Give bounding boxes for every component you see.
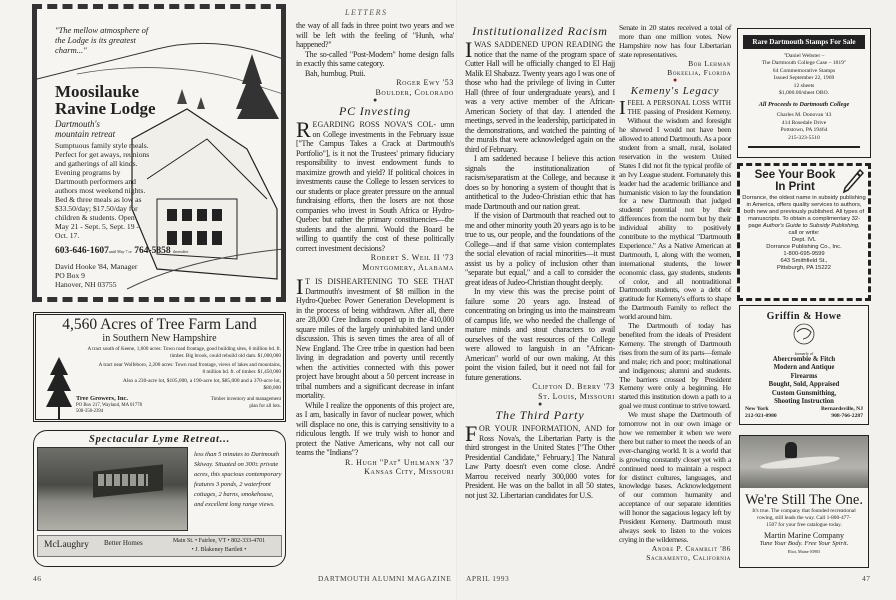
letters-column-3 xyxy=(619,24,731,563)
marine-company: Martin Marine Company xyxy=(764,531,844,540)
lodge-quote: "The mellow atmosphere of the Lodge is its greatest charm..." xyxy=(55,25,149,55)
tree-farm-title: 4,560 Acres of Tree Farm Land xyxy=(62,316,257,333)
lodge-title: Moosilauke Ravine Lodge xyxy=(55,82,156,118)
letters-column-1 xyxy=(296,21,454,477)
rowing-photo xyxy=(740,436,868,488)
tree-growers-contact: Tree Growers, Inc. PO Box 217, Wayland, MA 01778 508-358-2394 xyxy=(76,395,143,414)
see-your-book-in-print-ad xyxy=(737,163,871,301)
letters-column-2 xyxy=(465,24,615,500)
moosilauke-lodge-ad xyxy=(32,4,286,302)
page-number-47: 47 xyxy=(862,574,871,583)
issue-date-footer: APRIL 1993 xyxy=(466,574,510,583)
book-ad-body: Dorrance, the oldest name in subsidy publishing in America, offers quality services to authors, both new and previously published. All types of manuscripts. To obtain a complimentary 32-page Author's Guide to Subsidy Publishing, xyxy=(742,195,866,229)
marine-body: It's true. The company that founded recreational rowing, still leads the way. Call 1-800-477-1507 for your free catalogue today. xyxy=(752,508,856,528)
letter-paragraph: In my view this was the precise point of failure some 20 years ago. Instead of concentrating on bringing us into the mainstream of campus life, we who needed the challenge of mature minds and stout characters to avail ourselves of the vast resources of the College were allowed to languish in an "African-American" world of our own making. At this point the vision failed, but it need not fail for future generations. xyxy=(465,287,615,382)
heading-institutionalized-racism: Institutionalized Racism xyxy=(472,24,608,38)
letter-paragraph: REGARDING ROSS NOVA'S COL- umn on College investments in the February issue ["The Campus Takes a Crack at Dartmouth's Portfolio"], is it not the Trustees' primary fiduciary responsibility to invest endowment funds to maximize growth and yield? If political choices in investments cause the College to lessen services to our students or place greater pressure on the annual fundraising efforts, then the losers are not those companies who invest in South Africa or Hydro-Quebec but rather the primary constituencies—the students and the alumni. Would the Board be willing to quantify the cost of these politically correct investment decisions? xyxy=(296,117,454,253)
letter-paragraph: The so-called "Post-Modern" home design falls in exactly this same category. xyxy=(296,49,454,68)
lyme-description: less than 5 minutes to Dartmouth Skiway. Situated on 300± private acres, this spacious contemporary features 3 ponds, 2 waterfront cottages, 2 barns, smokehouse, and excellent long range views. xyxy=(194,451,282,508)
letter-paragraph: Bah, humbug. Ptuii. xyxy=(305,68,366,78)
letter-paragraph: IWAS SADDENED UPON READING the notice that the name of the program space of Cutter Hall will be officially changed to El Hajj Malik El Shabazz. Twenty years ago I was one of those who had the privilege of living in Cutter Hall (three of four undergraduate years), and I was a very active member of the African-American Society of that day. I attended the meetings, served in the leadership, participated in the demonstrations, and watched the painting of the murals that were acknowledged again on the third of February. xyxy=(465,37,615,154)
signature-robert-weil: Robert S. Weil II '73 Montgomery, Alabama xyxy=(362,253,454,272)
signature-bob-lehman: Bob Lehman Bokeelia, Florida xyxy=(667,58,731,77)
griffin-formerly: formerly of xyxy=(794,351,814,356)
stamps-proceeds: All Proceeds to Dartmouth College xyxy=(758,101,850,109)
signature-roger-ewy: Roger Ewy '53 Boulder, Colorado xyxy=(375,78,454,97)
letter-paragraph: The Dartmouth of today has benefited from the ideals of President Kemeny. The strength of Dartmouth rises from the sum of its parts—female and male; rich and poor; multinational and indigenous; alumni and students. The barriers crossed by President Kemeny were only a beginning. He started this institution down a path to a goal we must continue to strive toward. xyxy=(619,321,731,411)
marine-location: Eliot, Maine 03903 xyxy=(787,549,821,554)
book-ad-contact: call or write: Dept. IVL Dorrance Publishing Co., Inc. 1-800-695-9599 643 Smithfield St., Pittsburgh, PA 15222 xyxy=(766,230,842,271)
marine-tagline: Tune Your Body. Free Your Spirit. xyxy=(759,540,849,547)
signature-hugh-uhlmann: R. Hugh "Pat" Uhlmann '37 Kansas City, Missouri xyxy=(345,457,454,476)
letter-paragraph: If the vision of Dartmouth that reached out to me and other minority youth 20 years ago is to be true to us, our people, and the foundations of the College—and if that same vision contemplates the social elevation of racial minorities—it must assist us by a policy of inclusion other than "separate but equal," and a call to consider the great ideas of Judeo-Christian thought deeply. xyxy=(465,211,615,287)
tract-lots: Also a 230-acre lot, $105,000, a 190-acre lot, $85,000 and a 370-acre lot, $80,000 xyxy=(122,378,281,391)
ornament: ● xyxy=(673,76,677,85)
tree-farm-note: Timber inventory and management plan for all lots. xyxy=(210,397,281,409)
letter-paragraph: the way of all fads in three point two years and we will be left with the feeling of "Hunh, wha' happened?" xyxy=(296,21,454,49)
griffin-details: Abercrombie & Fitch Modern and Antique Firearms Bought, Sold, Appraised Custom Gunsmithing, Shooting Instruction xyxy=(768,356,840,406)
stamps-contact: Charles M. Donovan '43 414 Rosedale Drive Pottstown, PA 19464 215-323-5510 xyxy=(776,112,832,141)
signature-andre-cramblit: Andre P. Cramblit '86 Sacramento, California xyxy=(646,543,731,562)
letter-paragraph: FOR YOUR INFORMATION, AND for Ross Nova's, the Libertarian Party is the third strongest in the United States ["The Other Presidential Candidate," February.] The Natural Law Party doesn't even come close. André Marrou received nearly 300,000 votes for President. He was on the ballot in all 50 states, not just 32. Libertarian candidates for U.S. xyxy=(465,421,615,500)
tree-farm-subtitle: in Southern New Hampshire xyxy=(102,333,217,344)
heading-pc-investing: PC Investing xyxy=(339,104,411,118)
lyme-title: Spectacular Lyme Retreat... xyxy=(88,434,231,445)
tract-keene: A tract south of Keene, 1,600 acres: Town road frontage, good building sites, 6 million bd. ft. timber. Big brook, could rebuild old dam. $1,000,000 xyxy=(87,346,281,359)
lyme-agent: • J. Blakeney Bartlett • xyxy=(191,547,247,553)
letter-paragraph: IFEEL A PERSONAL LOSS WITH THE passing of President Kemeny. Without the wisdom and foresight he showed I would not have been allowed to attend Dartmouth. As a poor student from a small, rural, isolated reservation in the western United States I did not fit the typical profile of an Ivy League student. Fortunately this leader had the academic brilliance and humanistic vision to lay the foundation for a new Dartmouth that judged students' potential not by their differences from the norm but by their individual ability to positively contribute to the mythical "Dartmouth Experience." As a Native American at Dartmouth, I, along with the women, international students, the lower economic class, gay students, students of color, and all nontraditional Dartmouth students, owe a debt of gratitude for Kemeny's efforts to shape the Dartmouth Family to reflect the world around him. xyxy=(619,97,731,322)
letter-paragraph: We must shape the Dartmouth of tomorrow not in our own image or how we remember it when we were there but rather to meet the needs of an ever-changing world. It is a world that is growing constantly closer yet with a continued need to maintain a respect for distinct cultures, languages, and knowledge bases. Acknowledgement of our common humanity and acceptance of our separate identities will honor the sagacious legacy left by President Kemeny. Dartmouth must always seek to listen to the voices crying in the wilderness. xyxy=(619,410,731,544)
lyme-address: Main St. • Fairlee, VT • 802-333-4701 xyxy=(172,538,266,544)
dartmouth-stamps-ad xyxy=(737,28,871,158)
lodge-phones: 603-646-1607until May 7 or 764-5858 thereafter xyxy=(55,246,189,256)
tree-farm-ad xyxy=(33,312,286,422)
letter-paragraph: While I realize the opponents of this project are, as I am, basically in favor of nuclear power, which will displace no one, this is carrying sensitivity to a ridiculous length. If we truly wish to honor and protect the Native Americans, why not call our teams the "Indians"? xyxy=(296,400,454,457)
letter-paragraph: Senate in 20 states received a total of more than one million votes. New Hampshire now has four Libertarian state representatives. xyxy=(619,23,731,59)
marine-headline: We're Still The One. xyxy=(745,492,863,508)
letter-paragraph: I T IS DISHEARTENING TO SEE THAT Dartmouth's investment of $8 million in the Hydro-Quebec Power Generation Development is in the process of being withdrawn. After all, there are 28,000 Cree Indians cooped up in the 410,000 square miles of the largely uninhabited land under discussion. This is seven times the area of all of New England. The Cree tribe in question had been living in degradation and poverty until recently when the activities connected with this power project have brought about a 50 percent increase in tribal numbers and a significant decrease in infant mortality. xyxy=(296,274,454,400)
martin-marine-ad xyxy=(739,435,869,568)
book-ad-title: See Your Book In Print xyxy=(754,169,836,193)
better-homes-logo: Better Homes xyxy=(104,539,143,547)
lyme-retreat-ad xyxy=(33,430,286,567)
lodge-description: Sumptuous family style meals. Perfect for get aways, reunions and gatherings of all kinds. Evening programs by Dartmouth performers and authors most weekend nights. Bed & three meals as low as $33.50/day; $17.50/day for children & students. Open May 21 - Sept. 5, Sept. 19 - Oct. 17. xyxy=(55,141,150,240)
ornament: ● xyxy=(372,96,378,104)
dog-head-logo-icon xyxy=(789,322,819,346)
page-number-46: 46 xyxy=(33,574,42,583)
ornament: ● xyxy=(537,400,543,408)
right-page xyxy=(458,0,896,600)
lodge-contact: David Hooke '84, Manager PO Box 9 Hanover, NH 03755 xyxy=(55,262,138,289)
stamps-title: Rare Dartmouth Stamps For Sale xyxy=(743,35,865,49)
running-head: LETTERS xyxy=(345,8,388,17)
heading-kemenys-legacy: Kemeny's Legacy xyxy=(630,85,720,98)
pen-icon xyxy=(842,168,864,194)
griffin-howe-ad xyxy=(739,305,869,425)
mclaughry-logo: McLaughry xyxy=(44,540,89,550)
lodge-subtitle: Dartmouth's mountain retreat xyxy=(55,119,116,139)
griffin-howe-title: Griffin & Howe xyxy=(766,311,842,322)
stamps-details: "Daniel Webster – The Dartmouth College Case – 1819" 64 Commemorative Stamps Issued September 22, 1969 12 sheets $1,000.00/sheet OBO. xyxy=(761,53,847,97)
magazine-footer: DARTMOUTH ALUMNI MAGAZINE xyxy=(318,574,452,583)
signature-clifton-berry: Clifton D. Berry '73 St. Louis, Missouri xyxy=(532,382,615,401)
tract-wolfeboro: A tract near Wolfeboro, 2,200 acres: Town road frontage, views of lakes and mountains, 8 million bd. ft. of timber. $1,450,000 xyxy=(98,362,281,375)
pine-tree-icon xyxy=(46,357,72,419)
lyme-house-photo xyxy=(37,447,188,531)
griffin-nj: Bernardsville, NJ 908-766-2287 xyxy=(821,406,863,419)
letter-paragraph: I am saddened because I believe this action signals the institutionalization of racism/separatism at the College, and because it does so by honoring a system of thought that is antithetical to the Judeo-Christian ethic that has made Dartmouth and our nation great. xyxy=(465,154,615,211)
lyme-broker-bar xyxy=(37,535,282,557)
heading-third-party: The Third Party xyxy=(495,408,585,422)
griffin-ny: New York 212-921-0980 xyxy=(745,406,777,419)
